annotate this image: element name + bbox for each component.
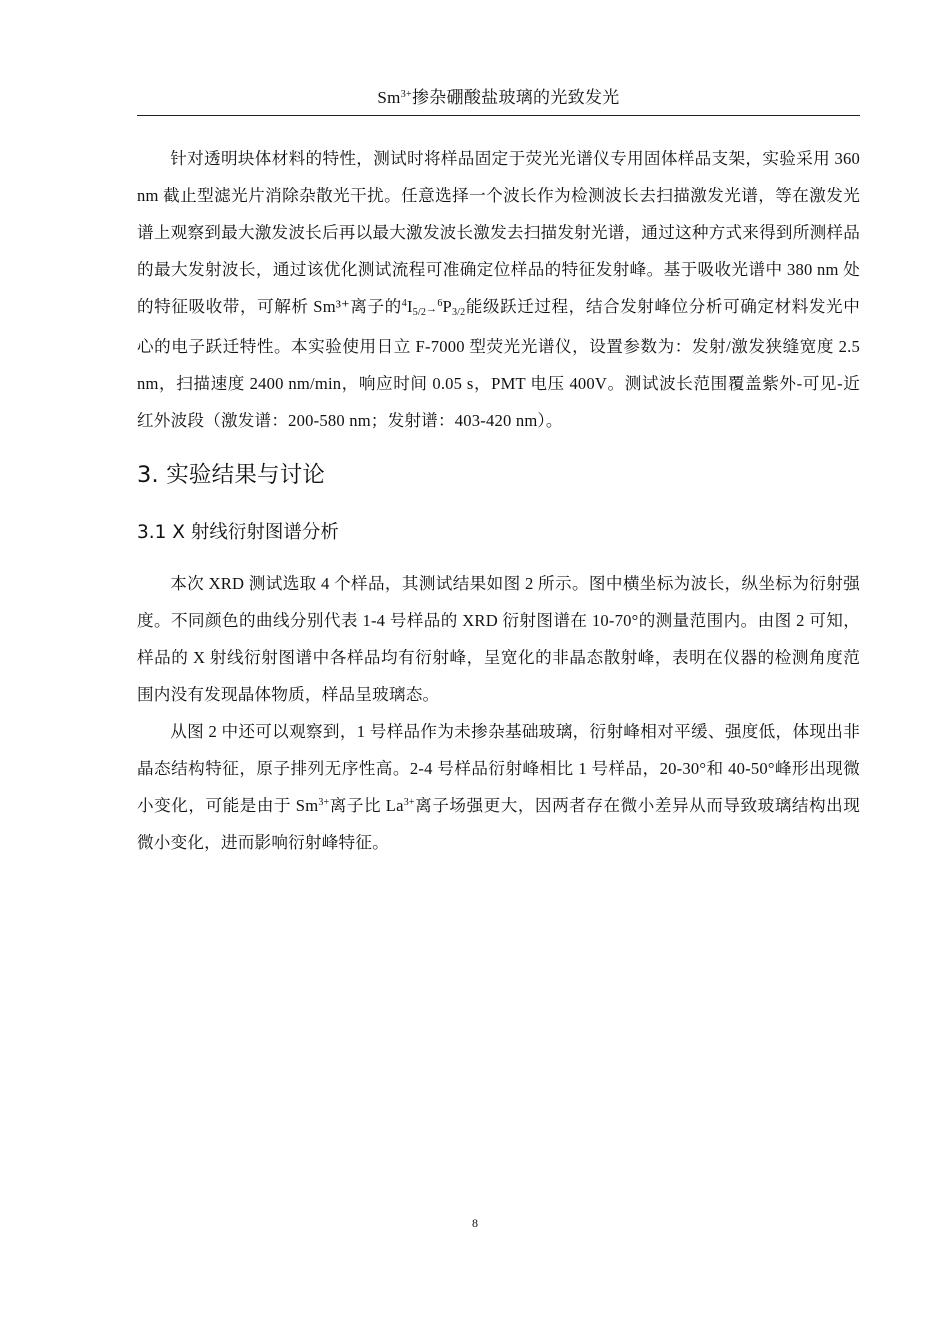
header-title-pre: Sm [377,88,401,107]
page-body [137,140,860,861]
paragraph-xrd-overview: 本次 XRD 测试选取 4 个样品，其测试结果如图 2 所示。图中横坐标为波长，纵坐标为衍射强度。不同颜色的曲线分别代表 1-4 号样品的 XRD 衍射图谱在 10-70°的测量范围内。由图 2 可知，样品的 X 射线衍射图谱中各样品均有衍射峰，呈宽化的非晶态散射峰，表明在仪器的检测角度范围内没有发现晶体物质，样品呈玻璃态。 [137,574,860,704]
level2-subscript: 3/2 [451,307,466,318]
paragraph-xrd-comparison-text-c: 离子场强更大，因两者存在微小差异从而导致玻璃结构出现微小变化，进而影响衍射峰特征。 [137,796,860,852]
section-heading-3-1: 3.1 X 射线衍射图谱分析 [137,522,339,543]
paragraph-method [137,140,860,439]
paragraph-xrd-comparison-text-a: 从图 2 中还可以观察到，1 号样品作为未掺杂基础玻璃，衍射峰相对平缓、强度低，体现出非晶态结构特征，原子排列无序性高。2-4 号样品衍射峰相比 1 号样品，20-30°和 40-50°峰形出现微小变化，可能是由于 Sm [137,722,860,815]
sm-ion-superscript: 3+ [318,797,330,808]
paragraph-method-text-b: 能级跃迁过程，结合发射峰位分析可确定材料发光中心的电子跃迁特性。本实验使用日立 F-7000 型荧光光谱仪，设置参数为：发射/激发狭缝宽度 2.5 nm，扫描速度 2400 nm/min，响应时间 0.05 s，PMT 电压 400V。测试波长范围覆盖紫外-可见-近红外波段（激发谱：200-580 nm；发射谱：403-420 nm）。 [137,297,860,430]
page-number: 8 [472,1216,478,1230]
la-ion-superscript: 3+ [403,797,415,808]
level1-superscript: 4 [401,298,407,309]
running-header [137,86,860,110]
header-rule [137,115,860,116]
header-title-post: 掺杂硼酸盐玻璃的光致发光 [411,88,620,107]
level1-subscript: 5/2 [412,307,427,318]
level2-term: P [442,297,452,316]
paragraph-xrd-comparison-text-b: 离子比 La [329,796,404,815]
section-heading-3: 3. 实验结果与讨论 [137,462,326,488]
level2-superscript: 6 [437,298,443,309]
header-title-superscript: 3+ [400,89,412,100]
paragraph-method-text-a: 针对透明块体材料的特性，测试时将样品固定于荧光光谱仪专用固体样品支架，实验采用 360 nm 截止型滤光片消除杂散光干扰。任意选择一个波长作为检测波长去扫描激发光谱，等在激发光谱上观察到最大激发波长后再以最大激发波长激发去扫描发射光谱，通过这种方式来得到所测样品的最大发射波长，通过该优化测试流程可准确定位样品的特征发射峰。基于吸收光谱中 380 nm 处的特征吸收带，可解析 Sm³⁺离子的 [137,149,860,316]
level1-term: I [407,297,413,316]
paragraph-xrd-comparison [137,713,860,861]
transition-arrow: → [426,303,438,315]
